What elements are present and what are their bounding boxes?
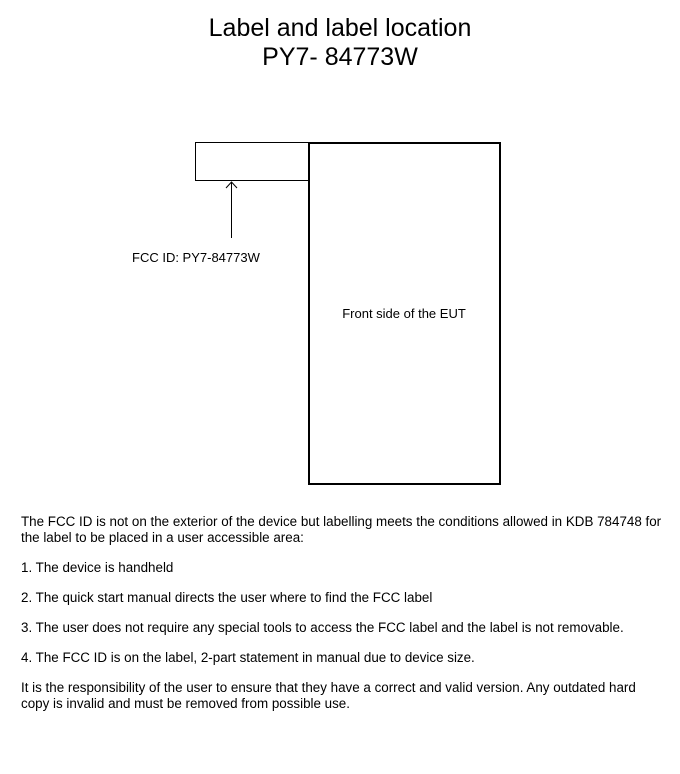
label-callout-text: FCC ID: PY7-84773W bbox=[132, 250, 260, 265]
list-item-1: 1. The device is handheld bbox=[21, 560, 174, 575]
intro-paragraph: The FCC ID is not on the exterior of the device but labelling meets the conditions allowed in KDB 784748 for the label to be placed in a user accessible area: bbox=[21, 514, 662, 545]
device-caption-text: Front side of the EUT bbox=[342, 306, 466, 321]
list-item-2: 2. The quick start manual directs the user where to find the FCC label bbox=[21, 590, 433, 605]
disclaimer-paragraph: It is the responsibility of the user to ensure that they have a correct and valid version. Any outdated hard copy is invalid and must be removed from possible use. bbox=[21, 680, 636, 711]
title-line-1: Label and label location bbox=[208, 14, 472, 42]
title-line-2: PY7- 84773W bbox=[262, 43, 418, 71]
label-tab bbox=[196, 143, 309, 181]
list-item-3: 3. The user does not require any special tools to access the FCC label and the label is not removable. bbox=[21, 620, 624, 635]
explanation-text bbox=[21, 514, 666, 726]
list-item-4: 4. The FCC ID is on the label, 2-part statement in manual due to device size. bbox=[21, 650, 475, 665]
